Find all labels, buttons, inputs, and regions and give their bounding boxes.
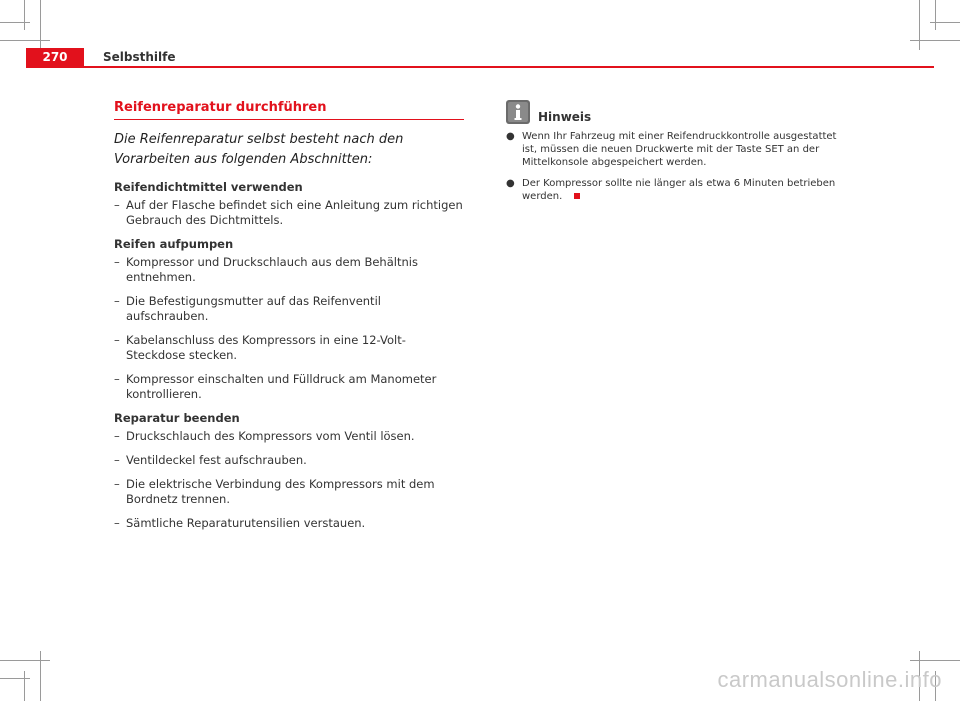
list-item: ● Wenn Ihr Fahrzeug mit einer Reifendruckkontrolle ausgestattet ist, müssen die neuen Druckwerte mit der Taste SET an der Mittelkonsole abgespeichert werden. (506, 131, 837, 168)
subheading: Reifendichtmittel verwenden (114, 180, 303, 194)
list-item: – Kompressor einschalten und Fülldruck am Manometer kontrollieren. (114, 372, 437, 401)
subheading: Reparatur beenden (114, 411, 240, 425)
hint-title: Hinweis (538, 110, 592, 124)
list-item: – Auf der Flasche befindet sich eine Anleitung zum richtigen Gebrauch des Dichtmittels. (114, 198, 463, 227)
section-rule (114, 119, 464, 120)
list-item: – Kabelanschluss des Kompressors in eine 12-Volt-Steckdose stecken. (114, 333, 406, 362)
crop-mark (910, 660, 960, 661)
crop-mark (919, 0, 920, 50)
list-item: – Sämtliche Reparaturutensilien verstauen. (114, 516, 366, 530)
crop-mark (0, 678, 30, 679)
hint-header (506, 100, 846, 124)
step-list (114, 255, 464, 402)
header-rule (26, 66, 934, 68)
crop-mark (40, 651, 41, 701)
list-item: – Die Befestigungsmutter auf das Reifenventil aufschrauben. (114, 294, 381, 323)
subheading: Reifen aufpumpen (114, 237, 234, 251)
crop-mark (24, 671, 25, 701)
step-list (114, 429, 464, 531)
crop-mark (40, 0, 41, 50)
list-item: – Ventildeckel fest aufschrauben. (114, 453, 307, 467)
watermark: carmanualsonline.info (717, 667, 942, 692)
crop-mark (910, 40, 960, 41)
hint-box (506, 100, 846, 211)
crop-mark (0, 40, 50, 41)
end-mark-icon (574, 193, 580, 199)
section-title: Reifenreparatur durchführen (114, 100, 327, 115)
list-item: ● Der Kompressor sollte nie länger als etwa 6 Minuten betrieben werden. (506, 178, 836, 202)
list-item: – Druckschlauch des Kompressors vom Ventil lösen. (114, 429, 415, 443)
running-header: Selbsthilfe (103, 50, 176, 64)
page-number: 270 (26, 48, 84, 66)
crop-mark (930, 22, 960, 23)
intro-text: Die Reifenreparatur selbst besteht nach den Vorarbeiten aus folgenden Abschnitten: (114, 132, 404, 167)
crop-mark (0, 660, 50, 661)
list-item: – Die elektrische Verbindung des Kompressors mit dem Bordnetz trennen. (114, 477, 435, 506)
crop-mark (0, 22, 30, 23)
info-icon (506, 100, 530, 124)
main-column (114, 100, 464, 540)
crop-mark (935, 0, 936, 30)
list-item: – Kompressor und Druckschlauch aus dem Behältnis entnehmen. (114, 255, 418, 284)
step-list (114, 198, 464, 228)
hint-list (506, 130, 846, 203)
crop-mark (24, 0, 25, 30)
